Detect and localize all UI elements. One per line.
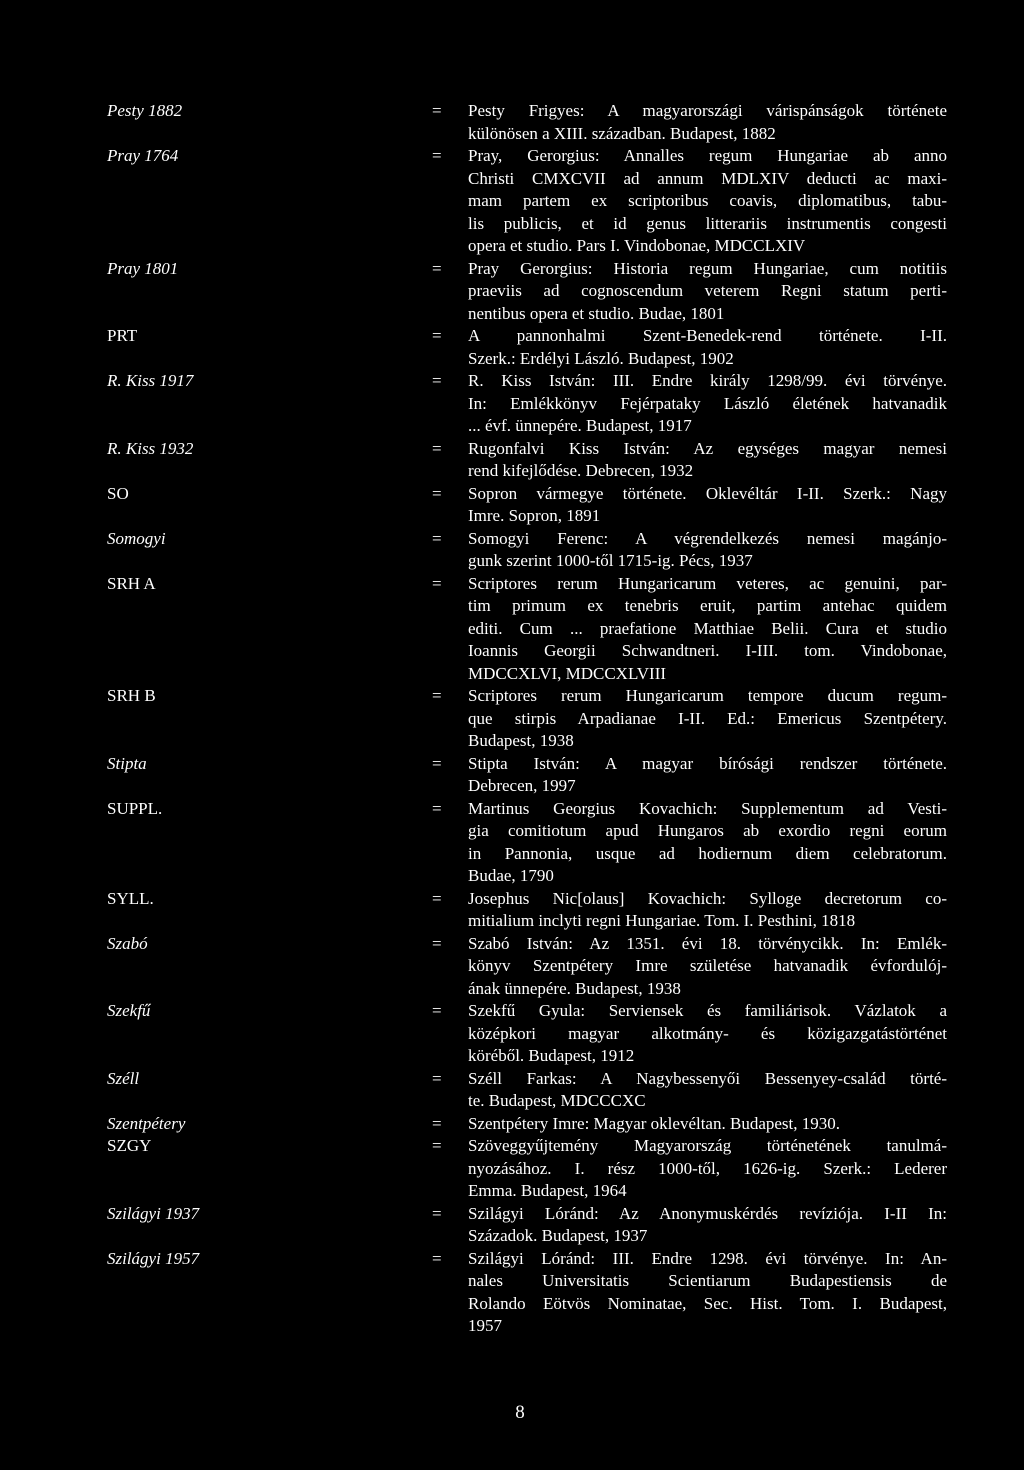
equals-sign: =: [432, 483, 442, 503]
abbreviation-definition: [468, 933, 947, 1001]
abbreviation-term: Pesty 1882: [107, 101, 183, 120]
definition-line: ... évf. ünnepére. Budapest, 1917: [468, 416, 692, 435]
definition-line: Imre. Sopron, 1891: [468, 506, 601, 525]
definition-line: Szabó István: Az 1351. évi 18. törvénycikk. In: Emlék-: [468, 933, 947, 953]
equals-sign: =: [432, 1001, 442, 1020]
equals-sign: =: [432, 1068, 442, 1088]
equals-sign: =: [432, 438, 442, 458]
definition-line: Scriptores rerum Hungaricarum veteres, ac genuini, par-: [468, 573, 947, 593]
definition-line: Emma. Budapest, 1964: [468, 1181, 627, 1200]
abbreviation-definition: [468, 100, 947, 145]
definition-line: Josephus Nic[olaus] Kovachich: Sylloge decretorum co-: [468, 888, 947, 908]
equals-sign: =: [432, 101, 442, 120]
abbreviation-definition: [468, 1135, 947, 1203]
definition-line: Sopron vármegye története. Oklevéltár I-II. Szerk.: Nagy: [468, 483, 947, 503]
abbreviation-entry: [107, 325, 947, 370]
abbreviation-term: R. Kiss 1932: [107, 438, 194, 458]
definition-line: Századok. Budapest, 1937: [468, 1226, 648, 1245]
definition-line: In: Emlékkönyv Fejérpataky László életének hatvanadik: [468, 393, 947, 413]
abbreviation-entry: [107, 1068, 947, 1113]
definition-line: Szilágyi Lóránd: Az Anonymuskérdés revíziója. I-II In:: [468, 1203, 947, 1223]
definition-line: Pesty Frigyes: A magyarországi várispánságok története: [468, 101, 947, 120]
abbreviation-definition: [468, 258, 947, 326]
definition-line: Debrecen, 1997: [468, 776, 576, 795]
equals-sign: =: [432, 933, 442, 953]
abbreviation-entry: [107, 370, 947, 438]
definition-line: te. Budapest, MDCCCXC: [468, 1091, 646, 1110]
abbreviation-definition: [468, 1068, 947, 1113]
definition-line: ának ünnepére. Budapest, 1938: [468, 978, 681, 998]
equals-sign: =: [432, 1203, 442, 1223]
equals-sign: =: [432, 528, 442, 548]
abbreviation-entry: [107, 753, 947, 798]
definition-line: Szekfű Gyula: Serviensek és familiárisok. Vázlatok a: [468, 1001, 947, 1020]
equals-sign: =: [432, 798, 442, 818]
definition-line: Ioannis Georgii Schwandtneri. I-III. tom. Vindobonae,: [468, 641, 947, 660]
definition-line: Széll Farkas: A Nagybessenyői Bessenyey-család törté-: [468, 1068, 947, 1088]
abbreviation-term: SZGY: [107, 1136, 152, 1155]
abbreviation-term: Pray 1801: [107, 258, 179, 278]
abbreviation-term: R. Kiss 1917: [107, 371, 194, 390]
definition-line: Rolando Eötvös Nominatae, Sec. Hist. Tom. I. Budapest,: [468, 1293, 947, 1313]
definition-line: editi. Cum ... praefatione Matthiae Belii. Cura et studio: [468, 618, 947, 638]
definition-line: Somogyi Ferenc: A végrendelkezés nemesi magánjo-: [468, 528, 947, 548]
definition-line: Stipta István: A magyar bírósági rendszer története.: [468, 753, 947, 773]
abbreviation-definition: [468, 325, 947, 370]
abbreviation-entry: [107, 145, 947, 258]
equals-sign: =: [432, 888, 442, 908]
definition-line: gia comitiotum apud Hungaros ab exordio regni eorum: [468, 821, 947, 840]
abbreviation-term: Széll: [107, 1068, 140, 1088]
definition-line: mam partem ex scriptoribus coavis, diplomatibus, tabu-: [468, 191, 947, 210]
definition-line: könyv Szentpétery Imre születése hatvanadik évfordulój-: [468, 956, 947, 975]
abbreviation-definition: [468, 1000, 947, 1068]
definition-line: A pannonhalmi Szent-Benedek-rend története. I-II.: [468, 326, 947, 345]
abbreviation-entry: [107, 888, 947, 933]
definition-line: Szöveggyűjtemény Magyarország történetének tanulmá-: [468, 1136, 947, 1155]
abbreviation-definition: [468, 685, 947, 753]
abbreviation-entry: [107, 100, 947, 145]
equals-sign: =: [432, 753, 442, 773]
definition-line: középkori magyar alkotmány- és közigazgatástörténet: [468, 1023, 947, 1043]
abbreviation-term: Szekfű: [107, 1001, 151, 1020]
definition-line: mitialium inclyti regni Hungariae. Tom. I. Pesthini, 1818: [468, 911, 856, 930]
definition-line: Pray Gerorgius: Historia regum Hungariae, cum notitiis: [468, 258, 947, 278]
abbreviation-term: Pray 1764: [107, 146, 179, 165]
definition-line: Szilágyi Lóránd: III. Endre 1298. évi törvénye. In: An-: [468, 1248, 947, 1268]
definition-line: tim primum ex tenebris eruit, partim antehac quidem: [468, 596, 947, 615]
definition-line: Budae, 1790: [468, 866, 554, 885]
equals-sign: =: [432, 258, 442, 278]
abbreviation-definition: [468, 753, 947, 798]
definition-line: nyozásához. I. rész 1000-től, 1626-ig. Szerk.: Lederer: [468, 1158, 947, 1178]
abbreviation-term: Stipta: [107, 753, 147, 773]
abbreviation-definition: [468, 1203, 947, 1248]
definition-line: lis publicis, et id genus litterariis instrumentis congesti: [468, 213, 947, 233]
abbreviation-list: [107, 100, 947, 1338]
definition-line: que stirpis Arpadianae I-II. Ed.: Emericus Szentpétery.: [468, 708, 947, 728]
definition-line: rend kifejlődése. Debrecen, 1932: [468, 461, 694, 480]
definition-line: nentibus opera et studio. Budae, 1801: [468, 303, 725, 323]
abbreviation-definition: [468, 1113, 947, 1136]
abbreviation-entry: [107, 438, 947, 483]
abbreviation-definition: [468, 370, 947, 438]
abbreviation-entry: [107, 483, 947, 528]
abbreviation-term: Szentpétery: [107, 1113, 186, 1133]
definition-line: Szentpétery Imre: Magyar oklevéltan. Budapest, 1930.: [468, 1113, 840, 1133]
abbreviation-entry: [107, 685, 947, 753]
definition-line: Christi CMXCVII ad annum MDLXIV deducti ac maxi-: [468, 168, 947, 188]
abbreviation-term: SUPPL.: [107, 798, 163, 818]
abbreviation-definition: [468, 528, 947, 573]
definition-line: Rugonfalvi Kiss István: Az egységes magyar nemesi: [468, 438, 947, 458]
definition-line: Szerk.: Erdélyi László. Budapest, 1902: [468, 348, 734, 368]
abbreviation-entry: [107, 1000, 947, 1068]
definition-line: Scriptores rerum Hungaricarum tempore ducum regum-: [468, 686, 947, 705]
equals-sign: =: [432, 146, 442, 165]
abbreviation-entry: [107, 1113, 947, 1136]
equals-sign: =: [432, 1136, 442, 1155]
definition-line: Martinus Georgius Kovachich: Supplementum ad Vesti-: [468, 798, 947, 818]
definition-line: köréből. Budapest, 1912: [468, 1046, 635, 1065]
abbreviation-entry: [107, 933, 947, 1001]
abbreviation-entry: [107, 798, 947, 888]
abbreviation-term: Szilágyi 1937: [107, 1203, 200, 1223]
definition-line: nales Universitatis Scientiarum Budapestiensis de: [468, 1271, 947, 1290]
abbreviation-entry: [107, 528, 947, 573]
abbreviation-term: SO: [107, 483, 129, 503]
abbreviation-entry: [107, 1135, 947, 1203]
definition-line: in Pannonia, usque ad hodiernum diem celebratorum.: [468, 843, 947, 863]
definition-line: Budapest, 1938: [468, 731, 574, 750]
definition-line: MDCCXLVI, MDCCXLVIII: [468, 663, 667, 683]
equals-sign: =: [432, 1248, 442, 1268]
abbreviation-term: Szilágyi 1957: [107, 1248, 200, 1268]
definition-line: 1957: [468, 1316, 502, 1335]
equals-sign: =: [432, 1113, 442, 1133]
abbreviation-term: SRH A: [107, 573, 156, 593]
definition-line: különösen a XIII. században. Budapest, 1882: [468, 123, 776, 143]
abbreviation-term: SYLL.: [107, 888, 154, 908]
equals-sign: =: [432, 326, 442, 345]
abbreviation-entry: [107, 1203, 947, 1248]
definition-line: praeviis ad cognoscendum veterem Regni statum perti-: [468, 281, 947, 300]
definition-line: opera et studio. Pars I. Vindobonae, MDCCLXIV: [468, 236, 806, 255]
abbreviation-definition: [468, 888, 947, 933]
page-number: 8: [515, 1402, 525, 1423]
equals-sign: =: [432, 686, 442, 705]
abbreviation-entry: [107, 258, 947, 326]
abbreviation-term: Szabó: [107, 933, 148, 953]
definition-line: Pray, Gerorgius: Annalles regum Hungariae ab anno: [468, 146, 947, 165]
abbreviation-term: Somogyi: [107, 528, 166, 548]
abbreviation-definition: [468, 573, 947, 686]
equals-sign: =: [432, 573, 442, 593]
abbreviation-term: SRH B: [107, 686, 156, 705]
abbreviation-definition: [468, 483, 947, 528]
abbreviation-definition: [468, 1248, 947, 1338]
abbreviation-entry: [107, 573, 947, 686]
abbreviation-entry: [107, 1248, 947, 1338]
definition-line: gunk szerint 1000-től 1715-ig. Pécs, 1937: [468, 551, 753, 570]
abbreviation-definition: [468, 438, 947, 483]
abbreviation-definition: [468, 145, 947, 258]
equals-sign: =: [432, 371, 442, 390]
abbreviation-definition: [468, 798, 947, 888]
abbreviation-term: PRT: [107, 326, 138, 345]
definition-line: R. Kiss István: III. Endre király 1298/99. évi törvénye.: [468, 371, 947, 390]
